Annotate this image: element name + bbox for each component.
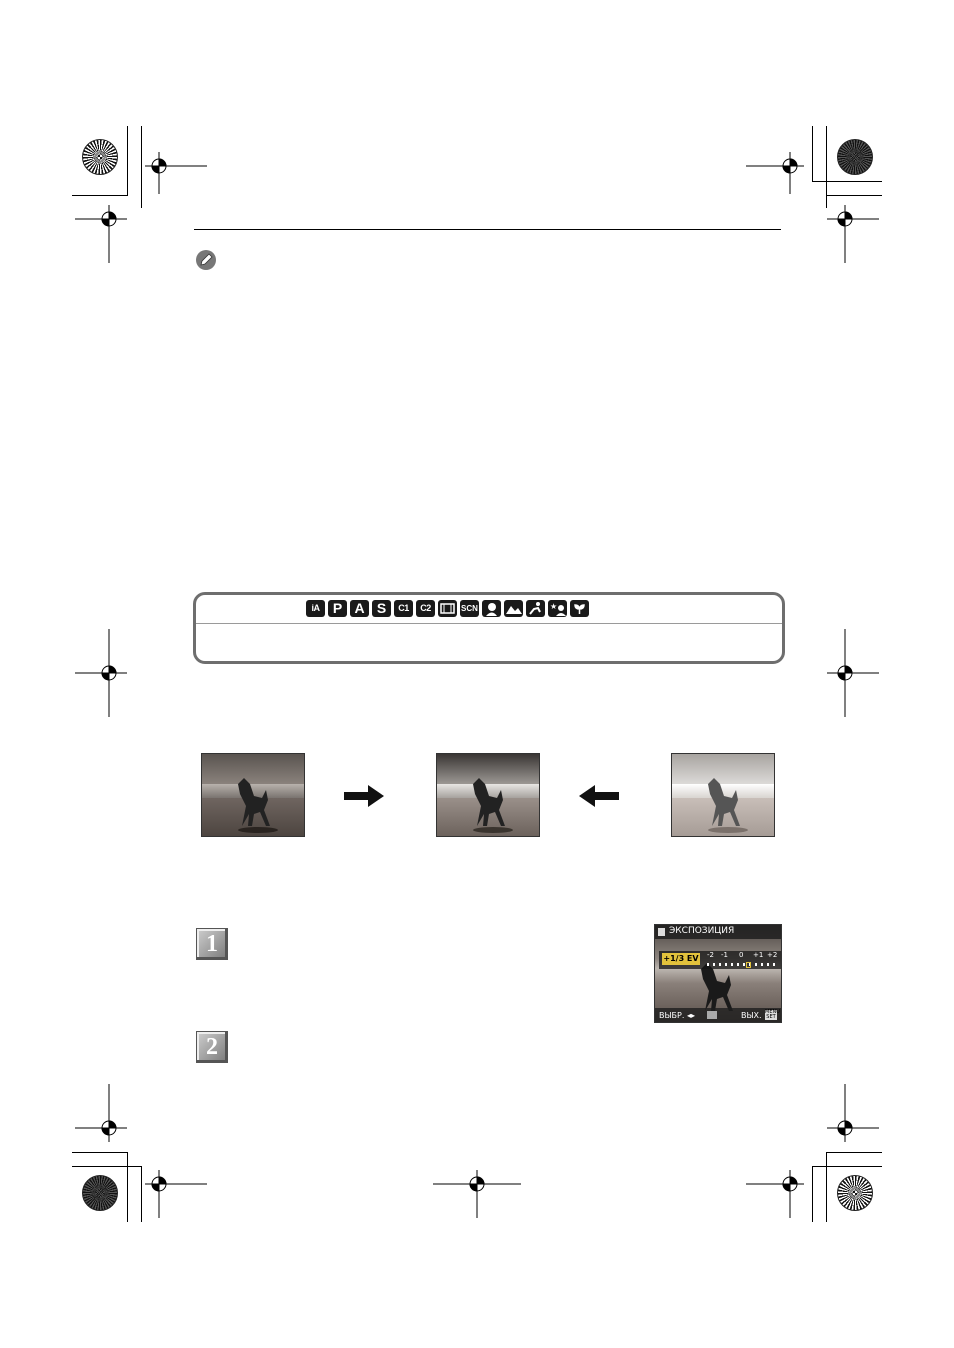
screen-title: ЭКСПОЗИЦИЯ xyxy=(669,926,735,936)
scale-label: -2 xyxy=(707,951,714,959)
close-up-icon xyxy=(570,600,589,617)
scene-mode-icon: SCN xyxy=(460,600,479,617)
intelligent-auto-icon: iA xyxy=(306,600,325,617)
scale-label: +2 xyxy=(767,951,778,959)
camera-exposure-screen xyxy=(654,924,782,1023)
note-pencil-icon xyxy=(196,250,216,270)
sports-icon xyxy=(526,600,545,617)
camera-icon xyxy=(707,1011,717,1019)
applicable-modes-box xyxy=(193,592,785,664)
scale-label: 0 xyxy=(739,951,744,959)
menu-set-icon: MENU SET xyxy=(765,1009,780,1020)
footer-select: ВЫБР. ◂▸ xyxy=(659,1011,695,1020)
exposure-cursor xyxy=(746,962,751,968)
step-1-badge: 1 xyxy=(196,928,228,960)
portrait-icon xyxy=(482,600,501,617)
screen-footer xyxy=(655,1008,781,1022)
photo-overexposed xyxy=(671,753,775,837)
photo-underexposed xyxy=(201,753,305,837)
night-portrait-icon xyxy=(548,600,567,617)
scale-label: -1 xyxy=(721,951,728,959)
motion-picture-icon xyxy=(438,600,457,617)
step-2-badge: 2 xyxy=(196,1031,228,1063)
scale-label: +1 xyxy=(753,951,764,959)
program-mode-icon: P xyxy=(328,600,347,617)
scenery-icon xyxy=(504,600,523,617)
photo-correct-exposure xyxy=(436,753,540,837)
exposure-ticks xyxy=(707,963,777,966)
arrow-left-icon xyxy=(579,785,619,807)
arrow-right-icon xyxy=(344,785,384,807)
svg-text:★: ★ xyxy=(550,602,558,611)
header-rule xyxy=(194,229,781,230)
mode-box-divider xyxy=(196,623,782,624)
mode-icons-row xyxy=(306,600,589,617)
footer-exit: ВЫХ. xyxy=(741,1011,762,1020)
custom2-icon: C2 xyxy=(416,600,435,617)
aperture-priority-icon: A xyxy=(350,600,369,617)
custom1-icon: C1 xyxy=(394,600,413,617)
shutter-priority-icon: S xyxy=(372,600,391,617)
exposure-value: +1/3 EV xyxy=(663,954,699,963)
